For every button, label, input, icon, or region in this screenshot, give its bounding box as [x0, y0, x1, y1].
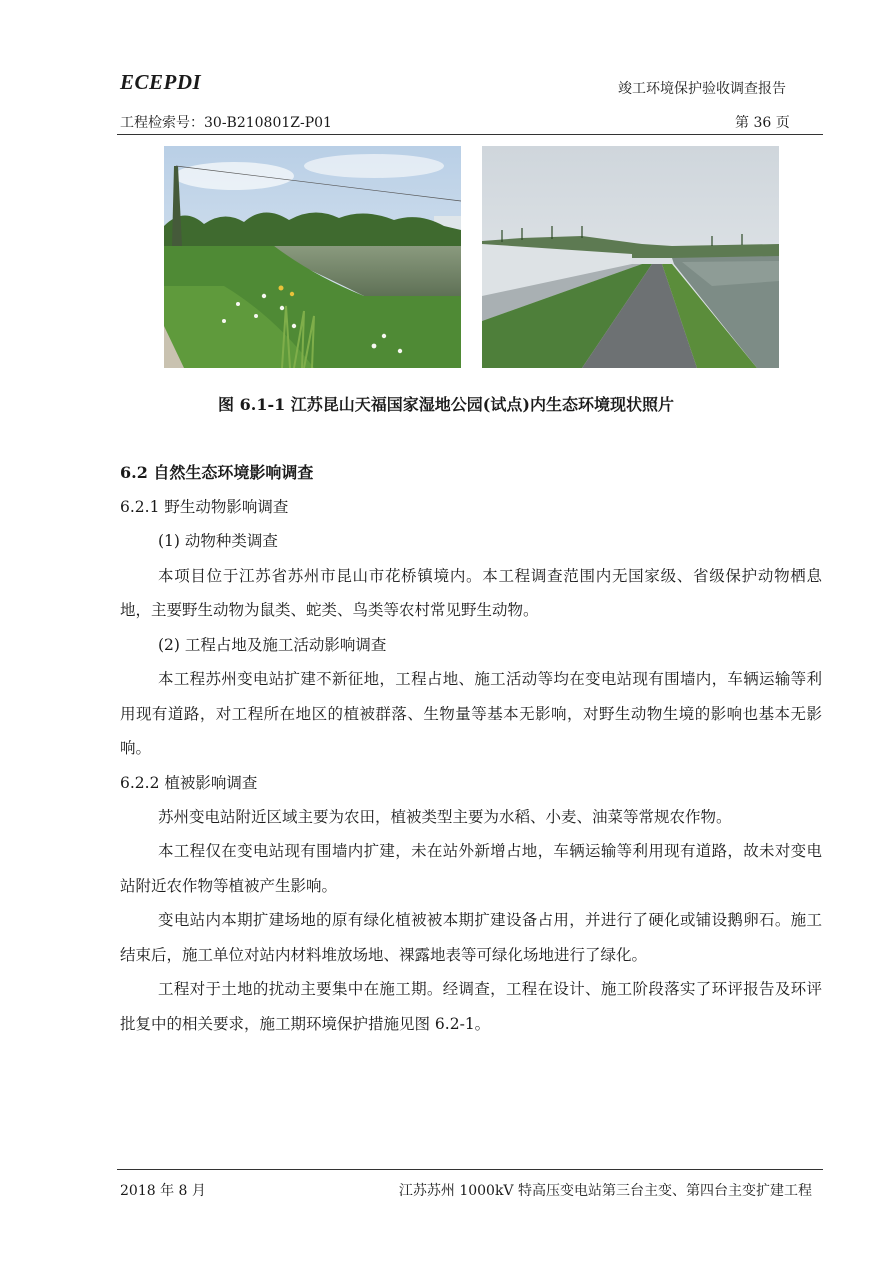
paragraph-vegetation-impact: 本工程仅在变电站现有围墙内扩建，未在站外新增占地，车辆运输等利用现有道路，故未对变电站附近农作物等植被产生影响。 [120, 842, 822, 895]
report-title: 竣工环境保护验收调查报告 [618, 81, 786, 97]
company-logo: ECEPDI [120, 70, 202, 94]
subsection-heading-vegetation: 6.2.2 植被影响调查 [120, 773, 258, 792]
list-item-land-use: (2) 工程占地及施工活动影响调查 [158, 635, 387, 654]
body-content [120, 456, 822, 1041]
paragraph-vegetation-type: 苏州变电站附近区域主要为农田，植被类型主要为水稻、小麦、油菜等常规农作物。 [158, 807, 732, 826]
header-divider [117, 134, 823, 135]
wetland-road-photo [482, 146, 779, 368]
subsection-heading-wildlife: 6.2.1 野生动物影响调查 [120, 498, 289, 516]
paragraph-disturbance: 工程对于土地的扰动主要集中在施工期。经调查，工程在设计、施工阶段落实了环评报告及环评批复中的相关要求，施工期环境保护措施见图 6.2-1。 [120, 980, 822, 1033]
footer-date: 2018 年 8 月 [120, 1183, 206, 1199]
page-number: 第 36 页 [735, 115, 790, 131]
paragraph-species: 本项目位于江苏省苏州市昆山市花桥镇境内。本工程调查范围内无国家级、省级保护动物栖息地，主要野生动物为鼠类、蛇类、鸟类等农村常见野生动物。 [120, 566, 822, 619]
wetland-river-photo [164, 146, 461, 368]
list-item-species: (1) 动物种类调查 [158, 532, 278, 550]
project-code: 工程检索号：30-B210801Z-P01 [120, 115, 332, 131]
figure-caption: 图 6.1-1 江苏昆山天福国家湿地公园(试点)内生态环境现状照片 [218, 395, 674, 414]
footer-project-name: 江苏苏州 1000kV 特高压变电站第三台主变、第四台主变扩建工程 [398, 1183, 812, 1199]
paragraph-land-use: 本工程苏州变电站扩建不新征地，工程占地、施工活动等均在变电站现有围墙内，车辆运输等利用现有道路，对工程所在地区的植被群落、生物量等基本无影响，对野生动物生境的影响也基本无影响。 [120, 670, 822, 757]
section-heading: 6.2 自然生态环境影响调查 [120, 463, 314, 482]
paragraph-greening: 变电站内本期扩建场地的原有绿化植被被本期扩建设备占用，并进行了硬化或铺设鹅卵石。施工结束后，施工单位对站内材料堆放场地、裸露地表等可绿化场地进行了绿化。 [120, 911, 822, 964]
footer-divider [117, 1169, 823, 1170]
